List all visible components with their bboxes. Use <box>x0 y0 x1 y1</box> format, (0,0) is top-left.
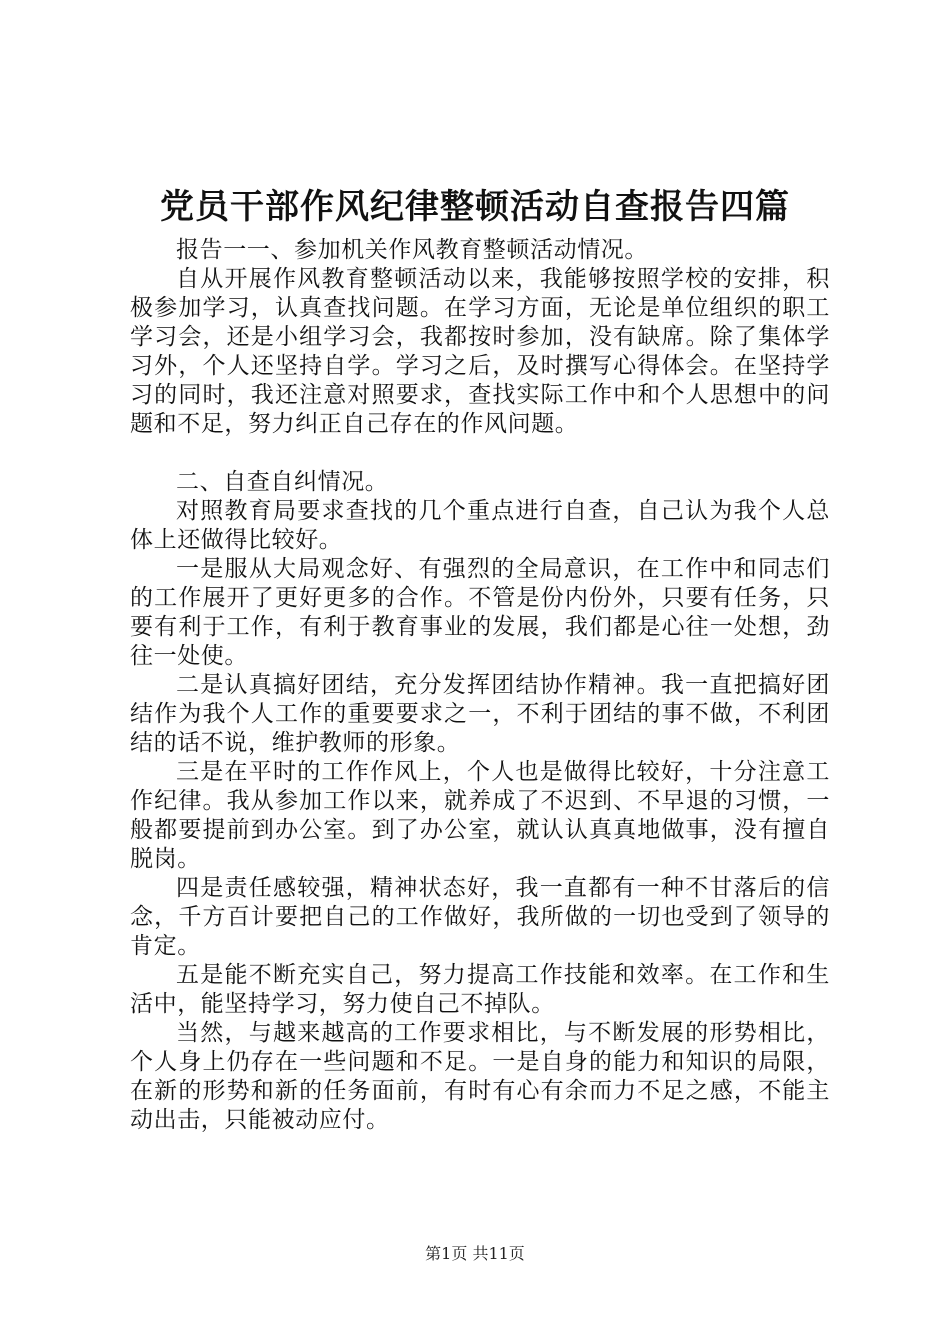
paragraph-point-five: 五是能不断充实自己，努力提高工作技能和效率。在工作和生活中，能坚持学习，努力使自己不掉队。 <box>130 962 830 1017</box>
paragraph-study-participation: 自从开展作风教育整顿活动以来，我能够按照学校的安排，积极参加学习，认真查找问题。在学习方面，无论是单位组织的职工学习会，还是小组学习会，我都按时参加，没有缺席。除了集体学习外，个人还坚持自学。学习之后，及时撰写心得体会。在坚持学习的同时，我还注意对照要求，查找实际工作中和个人思想中的问题和不足，努力纠正自己存在的作风问题。 <box>130 266 830 437</box>
paragraph-shortcomings: 当然，与越来越高的工作要求相比，与不断发展的形势相比，个人身上仍存在一些问题和不足。一是自身的能力和知识的局限，在新的形势和新的任务面前，有时有心有余而力不足之感，不能主动出击，只能被动应付。 <box>130 1020 830 1133</box>
document-title: 党员干部作风纪律整顿活动自查报告四篇 <box>160 187 790 227</box>
page-number-footer: 第1页 共11页 <box>425 1244 525 1263</box>
paragraph-point-four: 四是责任感较强，精神状态好，我一直都有一种不甘落后的信念，千方百计要把自己的工作做好，我所做的一切也受到了领导的肯定。 <box>130 875 830 959</box>
paragraph-report-one-heading: 报告一一、参加机关作风教育整顿活动情况。 <box>176 237 648 263</box>
paragraph-point-two: 二是认真搞好团结，充分发挥团结协作精神。我一直把搞好团结作为我个人工作的重要要求之一，不利于团结的事不做，不利团结的话不说，维护教师的形象。 <box>130 672 830 756</box>
document-body <box>130 236 830 1135</box>
paragraph-point-one: 一是服从大局观念好、有强烈的全局意识，在工作中和同志们的工作展开了更好更多的合作。不管是份内份外，只要有任务，只要有利于工作，有利于教育事业的发展，我们都是心往一处想，劲往一处使。 <box>130 556 830 669</box>
paragraph-self-check-heading: 二、自查自纠情况。 <box>176 469 389 495</box>
paragraph-self-check-summary: 对照教育局要求查找的几个重点进行自查，自己认为我个人总体上还做得比较好。 <box>130 498 830 553</box>
paragraph-point-three: 三是在平时的工作作风上，个人也是做得比较好，十分注意工作纪律。我从参加工作以来，就养成了不迟到、不早退的习惯，一般都要提前到办公室。到了办公室，就认认真真地做事，没有擅自脱岗。 <box>130 759 830 872</box>
